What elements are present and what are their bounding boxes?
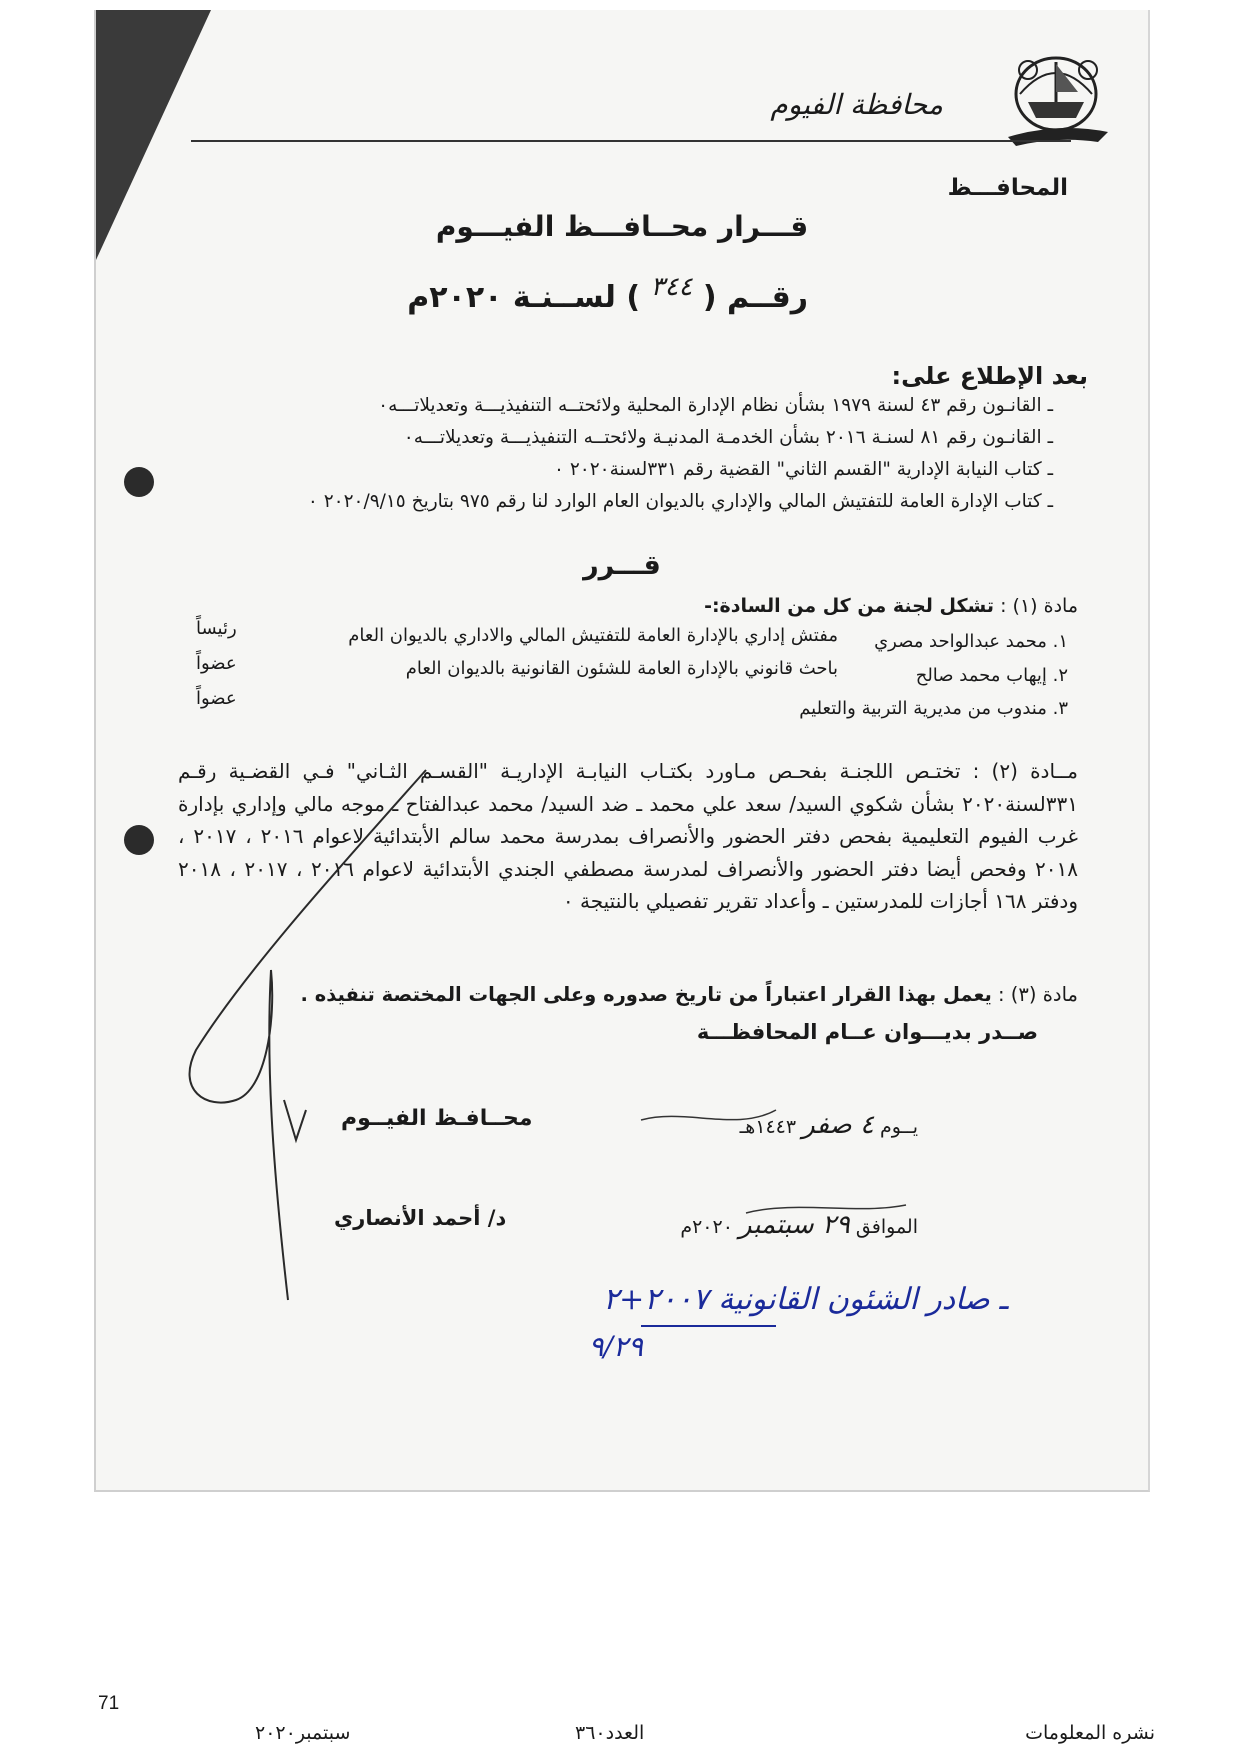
decree-number-prefix: رقــم ( [702, 280, 808, 315]
decree-number-suffix: ) لســنـة ٢٠٢٠م [407, 280, 641, 315]
governorate-header: محافظة الفيوم [770, 88, 943, 121]
scanned-decree-page [94, 10, 1150, 1492]
preamble-item: ـ كتاب الإدارة العامة للتفتيش المالي والإداري بالديوان العام الوارد لنا رقم ٩٧٥ بتاريخ ٢٠٢٠/٩/١٥ ٠ [307, 491, 1053, 512]
punch-hole-top [124, 467, 154, 497]
gregorian-date-prefix: الموافق [855, 1216, 918, 1238]
member-3-name: ٣. مندوب من مديرية التربية والتعليم [799, 698, 1068, 719]
article-2-text: تختـص اللجنـة بفحـص مـاورد بكتـاب النيابـة الإداريـة "القسـم الثـاني" فـي القضـية رقـم ٣٣١لسنة٢٠٢٠ بشأن شكوي السيد/ سعد علي محمد ـ ضد السيد/ محمد عبدالفتاح ـ موجه مالي وإداري بإدارة غرب الفيوم التعليمية بفحص دفتر الحضور والأنصراف بمدرسة محمد سالم الأبتدائية لاعوام ٢٠١٦ ، ٢٠١٧ ، ٢٠١٨ وفحص أيضا دفتر الحضور والأنصراف لمدرسة مصطفي الجندي الأبتدائية لاعوام ٢٠١٦ ، ٢٠١٧ ، ٢٠١٨ ودفتر ١٦٨ أجازات للمدرستين ـ وأعداد تقرير تفصيلي بالنتيجة ٠ [178, 759, 1079, 913]
article-1 [704, 595, 1078, 617]
member-2-role: باحث قانوني بالإدارة العامة للشئون القانونية بالديوان العام [405, 658, 838, 679]
article-3-text: يعمل بهذا القرار اعتباراً من تاريخ صدوره وعلى الجهات المختصة تنفيذه . [300, 983, 992, 1006]
article-3 [301, 983, 1078, 1006]
preamble-item: ـ كتاب النيابة الإدارية "القسم الثاني" القضية رقم ٣٣١لسنة٢٠٢٠ ٠ [554, 459, 1053, 480]
hijri-date-handwritten: ٤ صفر [802, 1110, 874, 1140]
member-1-position: رئيساً [196, 618, 237, 639]
member-3-position: عضواً [196, 688, 237, 709]
page-number: 71 [98, 1693, 120, 1714]
article-1-label: مادة (١) : [1000, 595, 1078, 617]
office-label: المحافـــظ [947, 175, 1068, 201]
handwritten-note-date: ٩/٢٩ [588, 1330, 643, 1363]
header-divider [191, 140, 1071, 142]
decided-heading: قـــرر [583, 550, 661, 581]
handwritten-note: ـ صادر الشئون القانونية ٢٠٠٧+٢ [602, 1282, 1008, 1317]
member-2-name: ٢. إيهاب محمد صالح [915, 665, 1068, 686]
member-1-role: مفتش إداري بالإدارة العامة للتفتيش المالي والاداري بالديوان العام [348, 625, 838, 646]
punch-hole-bottom [124, 825, 154, 855]
fayoum-governorate-emblem-icon [998, 32, 1118, 152]
member-2-position: عضواً [196, 653, 237, 674]
preamble-item: ـ القانـون رقم ٨١ لسنـة ٢٠١٦ بشأن الخدمـة المدنيـة ولائحتــه التنفيذيـــة وتعديلاتـــه٠ [403, 427, 1053, 448]
footer-month: سبتمبر٢٠٢٠ [255, 1722, 351, 1744]
gregorian-date [680, 1210, 918, 1240]
footer-publication: نشره المعلومات [1025, 1722, 1155, 1744]
article-2 [178, 755, 1078, 918]
decree-number-handwritten: ٣٤٤ [650, 272, 693, 302]
preamble-item: ـ القانـون رقم ٤٣ لسنة ١٩٧٩ بشأن نظام الإدارة المحلية ولائحتــه التنفيذيـــة وتعديلاتـــه٠ [378, 395, 1053, 416]
gregorian-date-handwritten: ٢٩ سبتمبر [738, 1210, 850, 1240]
signatory-title: محــافـظ الفيــوم [341, 1106, 533, 1131]
footer-issue: العدد٣٦٠ [575, 1722, 645, 1744]
decree-title: قـــرار محــافـــظ الفيـــوم [435, 210, 809, 243]
signatory-name: د/ أحمد الأنصاري [334, 1206, 507, 1230]
article-1-text: تشكل لجنة من كل من السادة:- [704, 595, 995, 617]
hijri-date-prefix: يــوم [880, 1116, 918, 1138]
preamble-heading: بعد الإطلاع على: [891, 362, 1088, 390]
issued-at: صــدر بديـــوان عــام المحافظـــة [696, 1020, 1038, 1044]
hijri-date [740, 1110, 918, 1140]
hijri-date-year: ١٤٤٣هـ [739, 1116, 797, 1138]
gregorian-date-year: ٢٠٢٠م [680, 1216, 733, 1238]
article-3-label: مادة (٣) : [998, 983, 1078, 1006]
decree-number [407, 272, 808, 315]
article-2-label: مــادة (٢) : [972, 759, 1078, 783]
member-1-name: ١. محمد عبدالواحد مصري [874, 631, 1068, 652]
